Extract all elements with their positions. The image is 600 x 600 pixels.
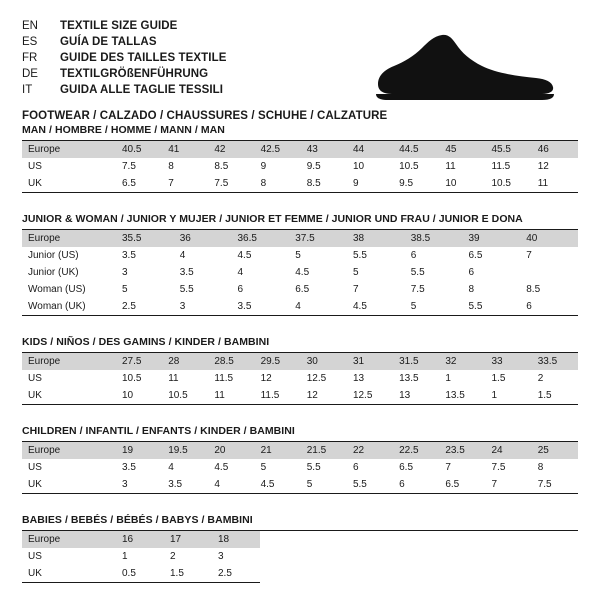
size-cell: 30 — [301, 353, 347, 370]
size-cell: 33 — [486, 353, 532, 370]
size-cell: 6 — [347, 459, 393, 476]
size-cell: 12.5 — [301, 370, 347, 387]
size-table — [22, 230, 578, 315]
size-group-title: BABIES / BEBÉS / BÉBÉS / BABYS / BAMBINI — [22, 514, 253, 526]
size-cell: 2.5 — [116, 298, 174, 315]
size-cell: 45 — [439, 141, 485, 158]
size-cell: 7 — [162, 175, 208, 192]
size-cell: 43 — [301, 141, 347, 158]
size-cell: 5.5 — [347, 247, 405, 264]
size-cell: 36.5 — [232, 230, 290, 247]
size-group — [22, 336, 578, 405]
size-cell: 5 — [116, 281, 174, 298]
size-cell: 6 — [520, 298, 578, 315]
size-cell: 1.5 — [532, 387, 578, 404]
size-cell: 5.5 — [174, 281, 232, 298]
size-group-title: CHILDREN / INFANTIL / ENFANTS / KINDER / BAMBINI — [22, 425, 295, 437]
size-table — [22, 141, 578, 192]
size-cell: 33.5 — [532, 353, 578, 370]
size-cell: 11 — [439, 158, 485, 175]
size-cell: 9.5 — [393, 175, 439, 192]
row-label: Europe — [22, 442, 116, 459]
size-cell: 6 — [393, 476, 439, 493]
row-label: US — [22, 548, 116, 565]
size-cell: 24 — [486, 442, 532, 459]
size-cell: 13.5 — [393, 370, 439, 387]
size-cell: 4 — [232, 264, 290, 281]
size-cell: 42 — [208, 141, 254, 158]
size-cell: 8 — [532, 459, 578, 476]
size-cell: 1 — [439, 370, 485, 387]
table-row — [22, 476, 578, 493]
size-cell: 5 — [255, 459, 301, 476]
row-label: US — [22, 459, 116, 476]
size-cell: 21.5 — [301, 442, 347, 459]
divider — [22, 315, 578, 316]
row-label: US — [22, 158, 116, 175]
size-cell: 19.5 — [162, 442, 208, 459]
size-cell: 4 — [289, 298, 347, 315]
size-cell: 22.5 — [393, 442, 439, 459]
size-cell: 4 — [208, 476, 254, 493]
size-cell: 8 — [255, 175, 301, 192]
size-cell: 10.5 — [162, 387, 208, 404]
category-title: FOOTWEAR / CALZADO / CHAUSSURES / SCHUHE / CALZATURE — [22, 110, 388, 122]
size-cell: 1.5 — [486, 370, 532, 387]
size-cell: 27.5 — [116, 353, 162, 370]
dress-shoe-icon — [370, 30, 560, 102]
size-cell: 12 — [532, 158, 578, 175]
size-cell: 2 — [532, 370, 578, 387]
size-cell: 11.5 — [208, 370, 254, 387]
size-cell: 7.5 — [486, 459, 532, 476]
size-cell: 12.5 — [347, 387, 393, 404]
size-cell: 10.5 — [486, 175, 532, 192]
language-code: DE — [22, 68, 38, 80]
size-cell: 31 — [347, 353, 393, 370]
language-code: EN — [22, 20, 38, 32]
row-label: Europe — [22, 141, 116, 158]
size-cell: 8 — [162, 158, 208, 175]
size-cell: 3 — [116, 476, 162, 493]
size-cell: 8.5 — [520, 281, 578, 298]
size-cell: 8 — [463, 281, 521, 298]
size-cell: 21 — [255, 442, 301, 459]
size-cell: 6.5 — [393, 459, 439, 476]
size-cell: 6 — [232, 281, 290, 298]
row-label: UK — [22, 387, 116, 404]
size-cell: 10.5 — [116, 370, 162, 387]
size-group — [22, 213, 578, 316]
size-cell: 18 — [212, 531, 260, 548]
size-cell: 7.5 — [405, 281, 463, 298]
size-cell: 10 — [347, 158, 393, 175]
size-cell: 6.5 — [439, 476, 485, 493]
size-cell: 37.5 — [289, 230, 347, 247]
size-cell: 10.5 — [393, 158, 439, 175]
language-code: FR — [22, 52, 38, 64]
size-cell: 2.5 — [212, 565, 260, 582]
size-cell: 13 — [393, 387, 439, 404]
language-code: IT — [22, 84, 33, 96]
size-cell: 4 — [162, 459, 208, 476]
size-cell: 7 — [347, 281, 405, 298]
size-cell: 28.5 — [208, 353, 254, 370]
row-label: Junior (UK) — [22, 264, 116, 281]
size-cell: 9 — [255, 158, 301, 175]
table-row — [22, 459, 578, 476]
table-row — [22, 281, 578, 298]
size-cell: 11 — [208, 387, 254, 404]
size-cell: 13.5 — [439, 387, 485, 404]
size-cell: 11.5 — [486, 158, 532, 175]
table-row — [22, 247, 578, 264]
language-title: GUIDA ALLE TAGLIE TESSILI — [60, 84, 224, 96]
size-cell: 4.5 — [232, 247, 290, 264]
size-cell: 4.5 — [347, 298, 405, 315]
size-group — [22, 124, 578, 193]
size-group-title: MAN / HOMBRE / HOMME / MANN / MAN — [22, 124, 225, 136]
size-cell: 20 — [208, 442, 254, 459]
size-group-title: KIDS / NIÑOS / DES GAMINS / KINDER / BAMBINI — [22, 336, 270, 348]
table-row — [22, 298, 578, 315]
size-cell: 4.5 — [289, 264, 347, 281]
size-cell: 45.5 — [486, 141, 532, 158]
size-cell: 29.5 — [255, 353, 301, 370]
row-label: US — [22, 370, 116, 387]
size-cell: 5 — [405, 298, 463, 315]
size-cell: 5.5 — [405, 264, 463, 281]
row-label: UK — [22, 565, 116, 582]
size-cell: 6.5 — [289, 281, 347, 298]
size-cell: 5.5 — [463, 298, 521, 315]
language-code: ES — [22, 36, 38, 48]
size-cell: 5 — [289, 247, 347, 264]
size-cell: 22 — [347, 442, 393, 459]
size-cell: 7.5 — [208, 175, 254, 192]
document-header — [22, 18, 578, 122]
size-cell: 6.5 — [463, 247, 521, 264]
size-tables-container — [22, 124, 578, 583]
language-title: TEXTILE SIZE GUIDE — [60, 20, 178, 32]
size-cell: 32 — [439, 353, 485, 370]
table-row — [22, 531, 260, 548]
size-cell: 2 — [164, 548, 212, 565]
size-cell: 31.5 — [393, 353, 439, 370]
row-label: UK — [22, 476, 116, 493]
size-cell: 3.5 — [232, 298, 290, 315]
size-cell: 7 — [520, 247, 578, 264]
size-cell: 4.5 — [208, 459, 254, 476]
size-cell: 40 — [520, 230, 578, 247]
size-table — [22, 353, 578, 404]
size-cell: 6 — [463, 264, 521, 281]
table-row — [22, 353, 578, 370]
size-cell: 5.5 — [347, 476, 393, 493]
row-label: UK — [22, 175, 116, 192]
language-title: GUÍA DE TALLAS — [60, 36, 157, 48]
size-cell: 44 — [347, 141, 393, 158]
size-cell: 0.5 — [116, 565, 164, 582]
size-cell: 5 — [301, 476, 347, 493]
size-cell: 42.5 — [255, 141, 301, 158]
size-table — [22, 442, 578, 493]
size-cell: 7 — [486, 476, 532, 493]
table-row — [22, 565, 260, 582]
size-cell: 9.5 — [301, 158, 347, 175]
size-cell: 17 — [164, 531, 212, 548]
size-cell: 4 — [174, 247, 232, 264]
table-row — [22, 230, 578, 247]
size-cell: 38 — [347, 230, 405, 247]
size-cell: 8.5 — [301, 175, 347, 192]
size-cell: 3.5 — [162, 476, 208, 493]
table-row — [22, 264, 578, 281]
divider — [22, 493, 578, 494]
table-row — [22, 370, 578, 387]
size-cell: 7.5 — [532, 476, 578, 493]
size-cell: 46 — [532, 141, 578, 158]
size-cell: 41 — [162, 141, 208, 158]
table-row — [22, 141, 578, 158]
size-cell: 12 — [255, 370, 301, 387]
table-row — [22, 548, 260, 565]
table-row — [22, 158, 578, 175]
size-cell: 7 — [439, 459, 485, 476]
size-table — [22, 531, 260, 582]
size-cell: 1 — [116, 548, 164, 565]
size-cell: 16 — [116, 531, 164, 548]
divider — [22, 582, 260, 583]
row-label: Woman (US) — [22, 281, 116, 298]
size-cell: 3 — [174, 298, 232, 315]
size-cell: 39 — [463, 230, 521, 247]
size-cell: 3.5 — [116, 459, 162, 476]
size-cell: 4.5 — [255, 476, 301, 493]
row-label: Woman (UK) — [22, 298, 116, 315]
row-label: Europe — [22, 353, 116, 370]
divider — [22, 192, 578, 193]
size-cell: 23.5 — [439, 442, 485, 459]
table-row — [22, 175, 578, 192]
size-cell: 44.5 — [393, 141, 439, 158]
size-group — [22, 514, 578, 583]
size-cell: 11 — [532, 175, 578, 192]
row-label: Junior (US) — [22, 247, 116, 264]
language-title: GUIDE DES TAILLES TEXTILE — [60, 52, 227, 64]
size-cell: 8.5 — [208, 158, 254, 175]
size-cell: 1.5 — [164, 565, 212, 582]
size-cell: 10 — [439, 175, 485, 192]
size-cell: 11.5 — [255, 387, 301, 404]
divider — [22, 404, 578, 405]
size-cell: 3.5 — [174, 264, 232, 281]
size-cell: 13 — [347, 370, 393, 387]
size-group-title: JUNIOR & WOMAN / JUNIOR Y MUJER / JUNIOR ET FEMME / JUNIOR UND FRAU / JUNIOR E DONA — [22, 213, 523, 225]
size-cell: 7.5 — [116, 158, 162, 175]
size-cell: 1 — [486, 387, 532, 404]
size-cell: 11 — [162, 370, 208, 387]
size-cell: 10 — [116, 387, 162, 404]
size-cell: 5 — [347, 264, 405, 281]
size-cell: 9 — [347, 175, 393, 192]
row-label: Europe — [22, 531, 116, 548]
size-cell: 6 — [405, 247, 463, 264]
table-row — [22, 387, 578, 404]
size-cell: 12 — [301, 387, 347, 404]
size-cell: 40.5 — [116, 141, 162, 158]
size-cell: 5.5 — [301, 459, 347, 476]
size-cell: 19 — [116, 442, 162, 459]
size-cell: 25 — [532, 442, 578, 459]
language-title: TEXTILGRÖßENFÜHRUNG — [60, 68, 209, 80]
size-group — [22, 425, 578, 494]
size-cell: 38.5 — [405, 230, 463, 247]
size-cell: 6.5 — [116, 175, 162, 192]
size-cell: 36 — [174, 230, 232, 247]
size-cell: 28 — [162, 353, 208, 370]
size-cell: 3.5 — [116, 247, 174, 264]
size-cell — [520, 264, 578, 281]
size-cell: 3 — [116, 264, 174, 281]
row-label: Europe — [22, 230, 116, 247]
size-cell: 3 — [212, 548, 260, 565]
table-row — [22, 442, 578, 459]
size-cell: 35.5 — [116, 230, 174, 247]
